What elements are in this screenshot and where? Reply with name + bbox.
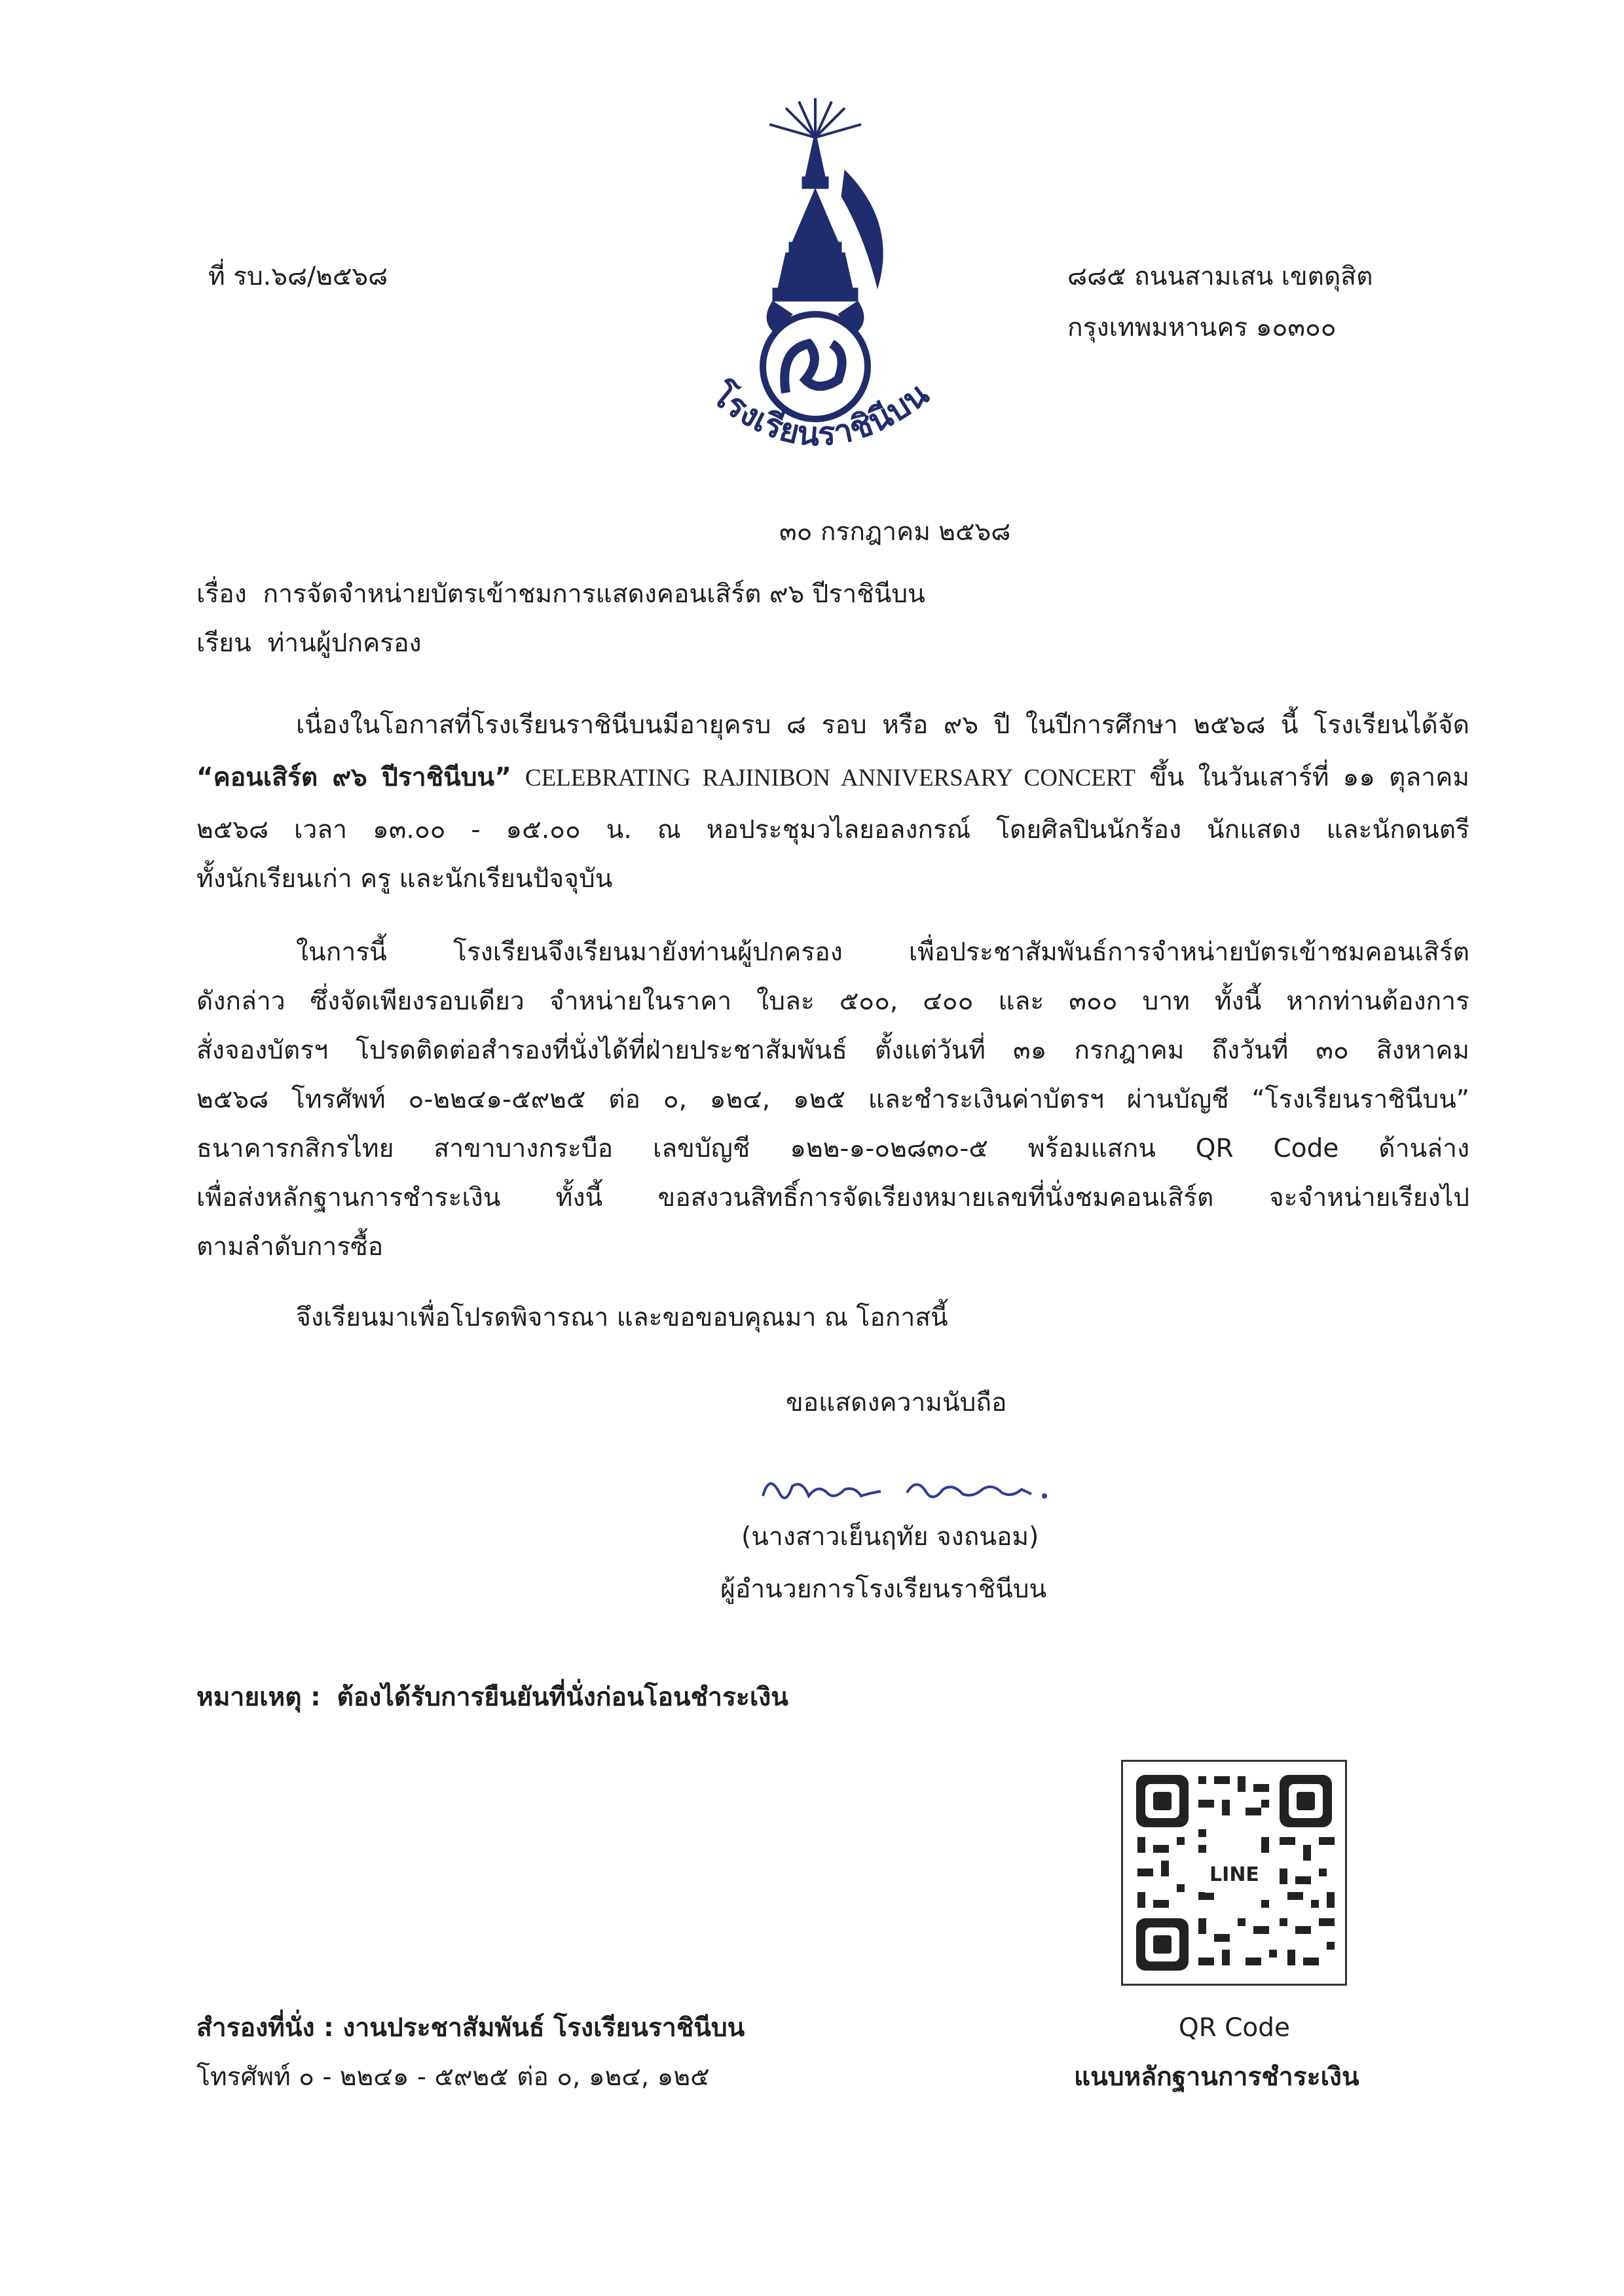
emblem-spire-band: [802, 177, 828, 189]
emblem-school-name: โรงเรียนราชินีบน: [704, 374, 936, 454]
para2-line5: ธนาคารกสิกรไทย สาขาบางกระบือ เลขบัญชี ๑๒๒-๑-๐๒๘๓๐-๕ พร้อมแสกน QR Code ด้านล่าง: [196, 1134, 1469, 1163]
reference-number: ที่ รบ.๖๘/๒๕๖๘: [208, 262, 388, 291]
para2-line4: ๒๕๖๘ โทรศัพท์ ๐-๒๒๔๑-๕๙๒๕ ต่อ ๐, ๑๒๔, ๑๒๕ และชำระเงินค่าบัตรฯ ผ่านบัญชี “โรงเรียนราชินีบน”: [196, 1085, 1469, 1114]
qr-caption-1: QR Code: [1179, 2013, 1291, 2043]
emblem-spire-band-2: [789, 242, 841, 253]
recipient-label: เรียน: [196, 629, 251, 658]
emblem-spire-plinth: [773, 288, 858, 301]
para1-line4: ทั้งนักเรียนเก่า ครู และนักเรียนปัจจุบัน: [196, 864, 613, 894]
signature-graphic: [756, 1467, 1123, 1512]
para2-line6: เพื่อส่งหลักฐานการชำระเงิน ทั้งนี้ ขอสงวนสิทธิ์การจัดเรียงหมายเลขที่นั่งชมคอนเสิร์ต จะจำหน่ายเรียงไป: [196, 1183, 1469, 1212]
subject-label: เรื่อง: [196, 579, 247, 609]
recipient-line: [196, 629, 422, 659]
footer-contact-text: งานประชาสัมพันธ์ โรงเรียนราชินีบน: [342, 2013, 745, 2043]
para2-line7: ตามลำดับการซื้อ: [196, 1232, 384, 1262]
para1-line2-rest: ขึ้น ในวันเสาร์ที่ ๑๑ ตุลาคม: [1149, 763, 1469, 792]
closing-regards: ขอแสดงความนับถือ: [786, 1388, 1007, 1417]
emblem-spire-base: [778, 253, 853, 288]
emblem-spire-top: [805, 131, 825, 177]
para2-line2: ดังกล่าว ซึ่งจัดเพียงรอบเดียว จำหน่ายในราคา ใบละ ๕๐๐, ๔๐๐ และ ๓๐๐ บาท ทั้งนี้ หากท่านต้องการ: [196, 987, 1469, 1016]
concert-title: “คอนเสิร์ต ๙๖ ปีราชินีบน”: [196, 763, 511, 792]
para1-line1: เนื่องในโอกาสที่โรงเรียนราชินีบนมีอายุครบ ๘ รอบ หรือ ๙๖ ปี ในปีการศึกษา ๒๕๖๘ นี้ โรงเรียนได้จัด: [296, 710, 1469, 740]
qr-caption-2: แนบหลักฐานการชำระเงิน: [1074, 2062, 1359, 2092]
subject-text: การจัดจำหน่ายบัตรเข้าชมการแสดงคอนเสิร์ต ๙๖ ปีราชินีบน: [263, 579, 925, 609]
concert-english-title: CELEBRATING RAJINIBON ANNIVERSARY CONCERT: [525, 765, 1135, 792]
qr-pattern: [1123, 1762, 1345, 1984]
subject-line: [196, 579, 925, 610]
para2-line1: ในการนี้ โรงเรียนจึงเรียนมายังท่านผู้ปกครอง เพื่อประชาสัมพันธ์การจำหน่ายบัตรเข้าชมคอนเสิร์ต: [296, 938, 1469, 967]
para3-line1: จึงเรียนมาเพื่อโปรดพิจารณา และขอขอบคุณมา ณ โอกาสนี้: [296, 1303, 948, 1332]
footer-contact: [196, 2013, 745, 2044]
signer-name: (นางสาวเย็นฤทัย จงถนอม): [741, 1522, 1039, 1552]
letter-date: ๓๐ กรกฎาคม ๒๕๖๘: [779, 517, 1011, 547]
note-line: [196, 1683, 788, 1713]
footer-phone: โทรศัพท์ ๐ - ๒๒๔๑ - ๕๙๒๕ ต่อ ๐, ๑๒๔, ๑๒๕: [196, 2062, 710, 2092]
note-text: ต้องได้รับการยืนยันที่นั่งก่อนโอนชำระเงิน: [337, 1683, 788, 1712]
address-line-2: กรุงเทพมหานคร ๑๐๓๐๐: [1067, 313, 1337, 342]
emblem-spire-mid: [792, 189, 838, 242]
signer-title: ผู้อำนวยการโรงเรียนราชินีบน: [720, 1575, 1047, 1604]
qr-line-label: LINE: [1209, 1863, 1259, 1886]
emblem-graphic: [681, 92, 950, 458]
emblem-monogram: [784, 344, 841, 393]
para1-line3: ๒๕๖๘ เวลา ๑๓.๐๐ - ๑๕.๐๐ น. ณ หอประชุมวไลยอลงกรณ์ โดยศิลปินนักร้อง นักแสดง และนักดนตรี: [196, 815, 1469, 845]
para2-line3: สั่งจองบัตรฯ โปรดติดต่อสำรองที่นั่งได้ที่ฝ่ายประชาสัมพันธ์ ตั้งแต่วันที่ ๓๑ กรกฎาคม ถึงวันที่ ๓๐ สิงหาคม: [196, 1036, 1469, 1065]
recipient-text: ท่านผู้ปกครอง: [267, 629, 422, 658]
address-line-1: ๘๘๕ ถนนสามเสน เขตดุสิต: [1067, 262, 1373, 291]
signature: [756, 1467, 1123, 1512]
para1-line2: [196, 763, 1469, 793]
school-emblem: [681, 92, 950, 458]
note-label: หมายเหตุ :: [196, 1683, 321, 1712]
footer-contact-label: สำรองที่นั่ง :: [196, 2013, 334, 2043]
qr-code[interactable]: [1121, 1760, 1347, 1986]
